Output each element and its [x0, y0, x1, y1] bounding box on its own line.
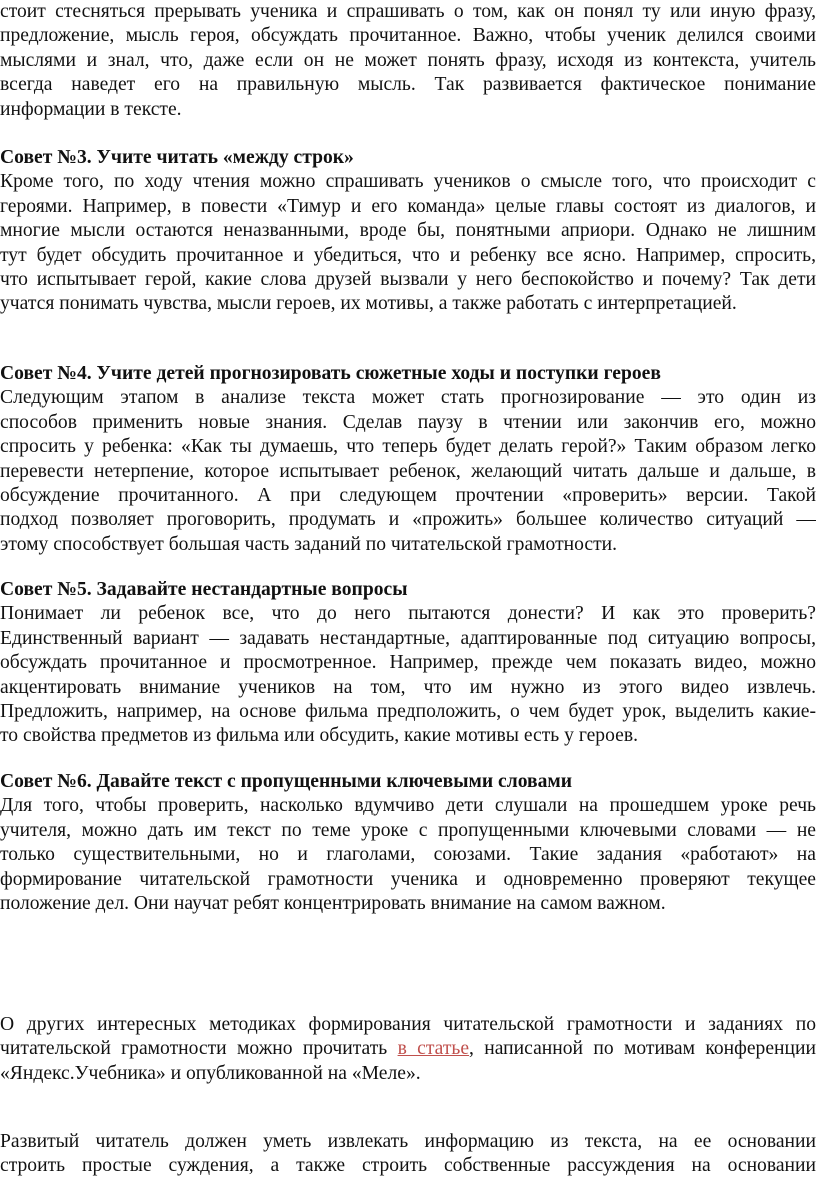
- intro-paragraph: [0, 0, 816, 122]
- text-line: этому способствует большая часть заданий по читательской грамотности.: [0, 533, 618, 555]
- text-line: что испытывает герой, какие слова друзей вызвали у него беспокойство и почему? Так дети: [0, 268, 816, 290]
- text-line: учатся понимать чувства, мысли героев, их мотивы, а также работать с интерпретацией.: [0, 293, 737, 315]
- text-line: только существительными, но и глаголами, союзами. Такие задания «работают» на: [0, 844, 816, 866]
- tip-5-heading: Совет №5. Задавайте нестандартные вопросы: [0, 579, 408, 600]
- tip-4-heading: Совет №4. Учите детей прогнозировать сюжетные ходы и поступки героев: [0, 363, 661, 384]
- text-line: то свойства предметов из фильма или обсудить, какие мотивы есть у героев.: [0, 725, 638, 747]
- article-link[interactable]: в статье: [397, 1038, 470, 1060]
- tip-3-section: [0, 146, 816, 317]
- text-line: подход позволяет проговорить, продумать и «прожить» большее количество ситуаций —: [0, 509, 816, 531]
- text-line: Кроме того, по ходу чтения можно спрашивать учеников о смысле того, что происходит с: [0, 171, 816, 193]
- text-line: учителя, можно дать им текст по теме уроке с пропущенными ключевыми словами — не: [0, 819, 816, 841]
- text-line: Понимает ли ребенок все, что до него пытаются донести? И как это проверить?: [0, 603, 816, 625]
- text-line: мыслями и знал, что, даже если он не может понять фразу, исходя из контекста, учитель: [0, 49, 816, 71]
- tip-3-heading: Совет №3. Учите читать «между строк»: [0, 147, 354, 168]
- tip-4-section: [0, 362, 816, 557]
- closing-paragraph: [0, 1130, 816, 1179]
- text-line: способов применить новые знания. Сделав паузу в чтении или закончив его, можно: [0, 411, 816, 433]
- text-line: обсуждение прочитанного. А при следующем прочтении «проверить» версии. Такой: [0, 484, 816, 506]
- text-line: строить простые суждения, а также строить собственные рассуждения на основании: [0, 1155, 816, 1177]
- text-line: тут будет обсудить прочитанное и убедиться, что и ребенку все ясно. Например, спросить,: [0, 244, 816, 266]
- tip-6-section: [0, 770, 816, 916]
- text-line: Развитый читатель должен уметь извлекать информацию из текста, на ее основании: [0, 1131, 816, 1152]
- text-line: формирование читательской грамотности ученика и одновременно проверяют текущее: [0, 868, 816, 890]
- text-line: Для того, чтобы проверить, насколько вдумчиво дети слушали на прошедшем уроке речь: [0, 795, 816, 817]
- text-line: спросить у ребенка: «Как ты думаешь, что теперь будет делать герой?» Таким образом легко: [0, 436, 816, 458]
- text-line: предложение, мысль героя, обсуждать прочитанное. Важно, чтобы ученик делился своими: [0, 25, 816, 47]
- text-line: многие мысли остаются неназванными, вроде бы, понятными априори. Однако не лишним: [0, 220, 816, 242]
- text-line: акцентировать внимание учеников на том, что им нужно из этого видео извлечь.: [0, 676, 816, 698]
- text-fragment: , написанной по мотивам конференции: [469, 1038, 816, 1060]
- tip-6-heading: Совет №6. Давайте текст с пропущенными ключевыми словами: [0, 771, 573, 792]
- text-line: О других интересных методиках формирования читательской грамотности и заданиях по: [0, 1014, 816, 1035]
- tip-5-section: [0, 578, 816, 749]
- text-line: обсуждать прочитанное и просмотренное. Например, прежде чем показать видео, можно: [0, 652, 816, 674]
- other-methods-paragraph: [0, 1013, 816, 1086]
- text-line: информации в тексте.: [0, 98, 182, 120]
- text-line: положение дел. Они научат ребят концентрировать внимание на самом важном.: [0, 892, 666, 914]
- text-line-with-link: [0, 1037, 816, 1061]
- text-line: героями. Например, в повести «Тимур и его команда» целые главы состоят из диалогов, и: [0, 195, 816, 217]
- text-line: перевести нетерпение, которое испытывает ребенок, желающий читать дальше и дальше, в: [0, 460, 816, 482]
- text-line: Предложить, например, на основе фильма предположить, о чем будет урок, выделить какие-: [0, 700, 816, 722]
- text-line: Следующим этапом в анализе текста может стать прогнозирование — это один из: [0, 387, 816, 409]
- text-line: всегда наведет его на правильную мысль. Так развивается фактическое понимание: [0, 74, 816, 96]
- text-line: стоит стесняться прерывать ученика и спрашивать о том, как он понял ту или иную фразу,: [0, 1, 816, 22]
- text-line: «Яндекс.Учебника» и опубликованной на «Меле».: [0, 1062, 421, 1084]
- text-fragment: читательской грамотности можно прочитать: [0, 1038, 398, 1060]
- text-line: Единственный вариант — задавать нестандартные, адаптированные под ситуацию вопросы,: [0, 627, 816, 649]
